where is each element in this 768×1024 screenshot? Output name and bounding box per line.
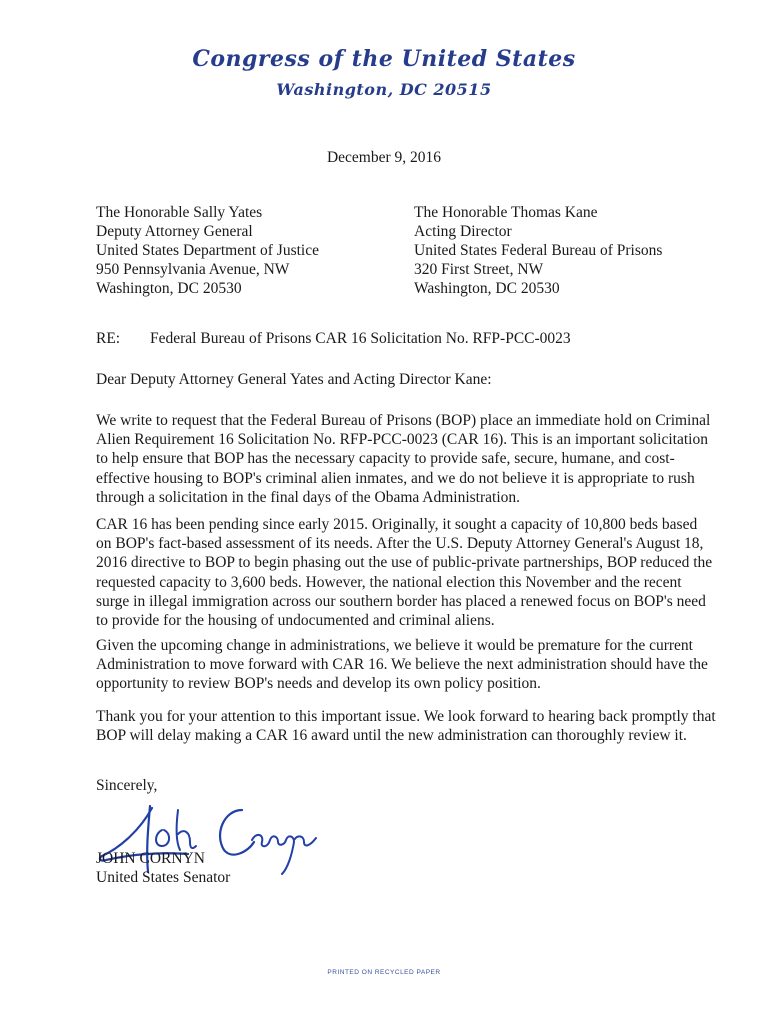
body-paragraph-4: Thank you for your attention to this important issue. We look forward to hearing back promptly that BOP will delay making a CAR 16 award until the new administration can thoroughly review it. xyxy=(96,708,716,745)
recipient-right-line: United States Federal Bureau of Prisons xyxy=(414,242,663,259)
body-paragraph-3: Given the upcoming change in administrations, we believe it would be premature for the current Administration to move forward with CAR 16. We believe the next administration should have the opportunity to review BOP's needs and develop its own policy position. xyxy=(96,637,708,693)
salutation: Dear Deputy Attorney General Yates and Acting Director Kane: xyxy=(96,371,492,388)
re-label: RE: xyxy=(96,330,121,347)
recipient-right-line: The Honorable Thomas Kane xyxy=(414,204,598,221)
letter-date: December 9, 2016 xyxy=(326,149,442,166)
closing: Sincerely, xyxy=(96,777,158,794)
recipient-left-line: Washington, DC 20530 xyxy=(96,280,242,297)
body-paragraph-2: CAR 16 has been pending since early 2015. Originally, it sought a capacity of 10,800 beds based on BOP's fact-based assessment of its needs. After the U.S. Deputy Attorney General's August 18, 2016 directive to BOP to begin phasing out the use of public-private partnerships, BOP reduced the requested capacity to 3,600 beds. However, the national election this November and the recent surge in illegal immigration across our southern border has placed a renewed focus on BOP's need to provide for the housing of undocumented and criminal aliens. xyxy=(96,516,713,630)
re-subject: Federal Bureau of Prisons CAR 16 Solicitation No. RFP-PCC-0023 xyxy=(150,330,571,347)
re-line xyxy=(96,330,571,348)
recycled-paper-footer: PRINTED ON RECYCLED PAPER xyxy=(327,969,441,976)
letterhead-title: Congress of the United States xyxy=(192,46,576,72)
recipient-right-line: 320 First Street, NW xyxy=(414,261,544,278)
recipient-right-line: Washington, DC 20530 xyxy=(414,280,560,297)
recipient-left-line: United States Department of Justice xyxy=(96,242,319,259)
recipient-right-address xyxy=(414,203,662,298)
recipient-left-line: 950 Pennsylvania Avenue, NW xyxy=(96,261,290,278)
recipient-right-line: Acting Director xyxy=(414,223,512,240)
letterhead-subtitle: Washington, DC 20515 xyxy=(276,80,492,99)
signer-title: United States Senator xyxy=(96,869,231,886)
body-paragraph-1: We write to request that the Federal Bureau of Prisons (BOP) place an immediate hold on Criminal Alien Requirement 16 Solicitation No. RFP-PCC-0023 (CAR 16). This is an important solicitation to help ensure that BOP has the necessary capacity to provide safe, secure, humane, and cost-effective housing to BOP's criminal alien inmates, and we do not believe it is appropriate to rush through a solicitation in the final days of the Obama Administration. xyxy=(96,412,711,506)
recipient-left-line: The Honorable Sally Yates xyxy=(96,204,263,221)
signer-name: JOHN CORNYN xyxy=(96,850,205,867)
recipient-left-line: Deputy Attorney General xyxy=(96,223,253,240)
recipient-left-address xyxy=(96,203,319,298)
